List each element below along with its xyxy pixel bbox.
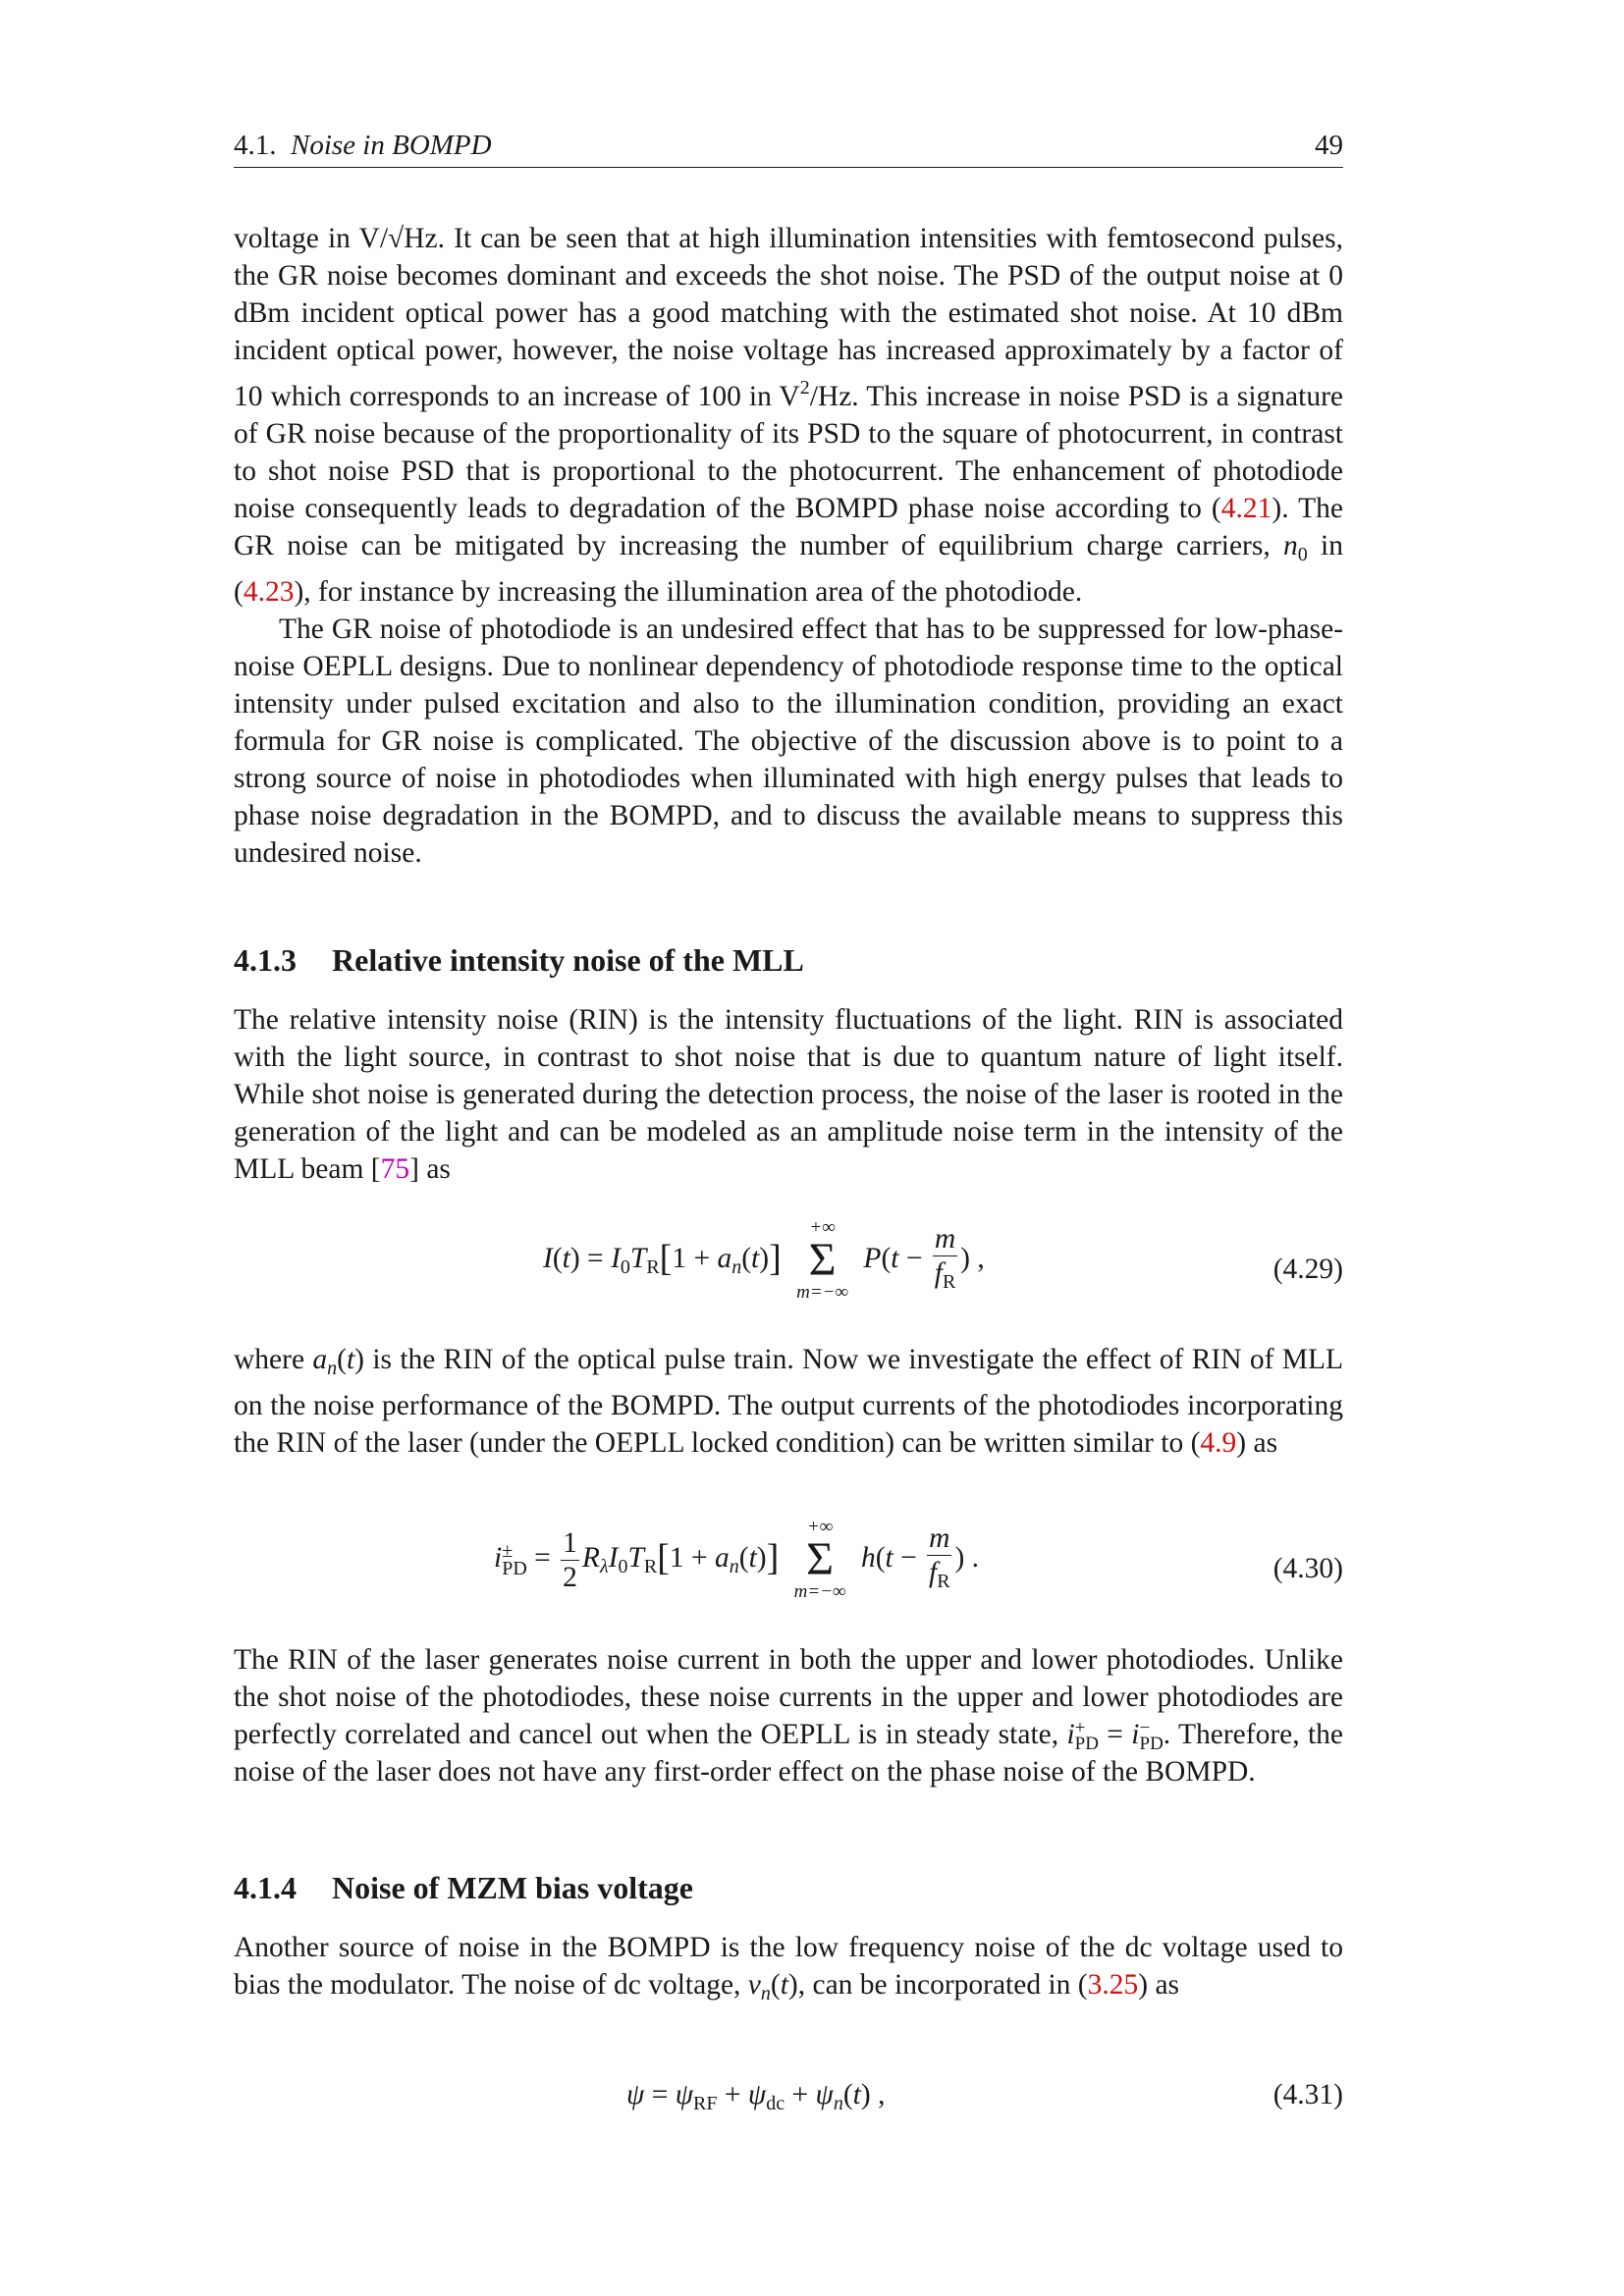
equation-4-31 — [234, 2079, 1343, 2128]
citation-75[interactable]: 75 — [380, 1153, 410, 1185]
paragraph-rin-definition: where $a_n(t)$ is the RIN of the optical pulse train. Now we investigate the effect of RIN of MLL on the noise performance of the BOMPD. The output currents of the photodiodes incorporating the RIN of the laser (under the OEPLL locked condition) can be written similar to (4.9) as — [234, 1344, 1343, 1459]
page-number: 49 — [1315, 130, 1343, 161]
body-text-block-2 — [234, 1001, 1343, 1188]
running-header — [234, 128, 1343, 168]
paragraph-rin-intro: The relative intensity noise (RIN) is the intensity fluctuations of the light. RIN is associated with the light source, in contrast to shot noise that is due to quantum nature of light itself. While shot noise is generated during the detection process, the noise of the laser is rooted in the generation of the light and can be modeled as an amplitude noise term in the intensity of the MLL beam [75] as — [234, 1004, 1343, 1185]
equation-4-31-body: $\psi = \psi_{RF} + \psi_{dc} + \psi_n(t)$ , — [626, 2079, 886, 2114]
equation-number-4-31: (4.31) — [1272, 2079, 1343, 2110]
equation-number-4-29: (4.29) — [1272, 1254, 1343, 1285]
paragraph-gr-noise: voltage in V/√Hz. It can be seen that at high illumination intensities with femtosecond pulses, the GR noise becomes dominant and exceeds the shot noise. The PSD of the output noise at 0 dBm incident optical power has a good matching with the estimated shot noise. At 10 dBm incident optical power, however, the noise voltage has increased approximately by a factor of 10 which corresponds to an increase of 100 in $V^2/Hz$. This increase in noise PSD is a signature of GR noise because of the proportionality of its PSD to the square of photocurrent, in contrast to shot noise PSD that is proportional to the photocurrent. The enhancement of photodiode noise consequently leads to degradation of the BOMPD phase noise according to (4.21). The GR noise can be mitigated by increasing the number of equilibrium charge carriers, $n_0$ in (4.23), for instance by increasing the illumination area of the photodiode. — [234, 223, 1344, 608]
section-heading-4-1-4: 4.1.4 Noise of MZM bias voltage — [234, 1870, 693, 1905]
paragraph-rin-cancellation: The RIN of the laser generates noise current in both the upper and lower photodiodes. Unlike the shot noise of the photodiodes, these noise currents in the upper and lower photodiodes are perfectly correlated and cancel out when the OEPLL is in steady state, i + PD = i − PD . Therefore, the noise of the laser does not have any first-order effect on the phase noise of the BOMPD. — [234, 1644, 1344, 1788]
summation-symbol: +∞ Σ m=−∞ — [793, 1517, 846, 1602]
equation-ref-3-25[interactable]: 3.25 — [1087, 1969, 1139, 2001]
body-text-block-3 — [234, 1341, 1343, 1462]
equation-4-30 — [234, 1517, 1343, 1625]
equation-4-29 — [234, 1217, 1343, 1325]
equation-4-30-body: i ± PD = $\frac{1}{2}$ $R_\lambda I_0T_R[1 + a_n(t)]$ +∞ Σ m=−∞ h(t − $\frac{m}{f_R}$ ) . — [494, 1517, 980, 1602]
equation-ref-4-9[interactable]: 4.9 — [1200, 1427, 1237, 1459]
body-text-block-5 — [234, 1929, 1343, 2012]
section-heading-4-1-3: 4.1.3 Relative intensity noise of the MLL — [234, 942, 804, 978]
paragraph-gr-suppression: The GR noise of photodiode is an undesired effect that has to be suppressed for low-phase-noise OEPLL designs. Due to nonlinear dependency of photodiode response time to the optical intensity under pulsed excitation and also to the illumination condition, providing an exact formula for GR noise is complicated. The objective of the discussion above is to point to a strong source of noise in photodiodes when illuminated with high energy pulses that leads to phase noise degradation in the BOMPD, and to discuss the available means to suppress this undesired noise. — [234, 614, 1343, 869]
header-section-title: Noise in BOMPD — [291, 130, 492, 161]
equation-ref-4-21[interactable]: 4.21 — [1220, 493, 1272, 524]
summation-symbol: +∞ Σ m=−∞ — [796, 1217, 849, 1303]
paragraph-mzm-bias: Another source of noise in the BOMPD is the low frequency noise of the dc voltage used to bias the modulator. The noise of dc voltage, $v_n(t)$, can be incorporated in (3.25) as — [234, 1932, 1343, 2004]
equation-number-4-30: (4.30) — [1272, 1553, 1343, 1584]
body-text-block-1 — [234, 220, 1343, 872]
equation-ref-4-23[interactable]: 4.23 — [243, 576, 295, 608]
equation-4-29-body: $I(t) = I_0T_R[1 + a_n(t)]$ +∞ Σ m=−∞ P(t − $\frac{m}{f_R}$ ) , — [543, 1217, 985, 1303]
header-section: 4.1. Noise in BOMPD — [234, 130, 492, 161]
body-text-block-4 — [234, 1641, 1343, 1790]
